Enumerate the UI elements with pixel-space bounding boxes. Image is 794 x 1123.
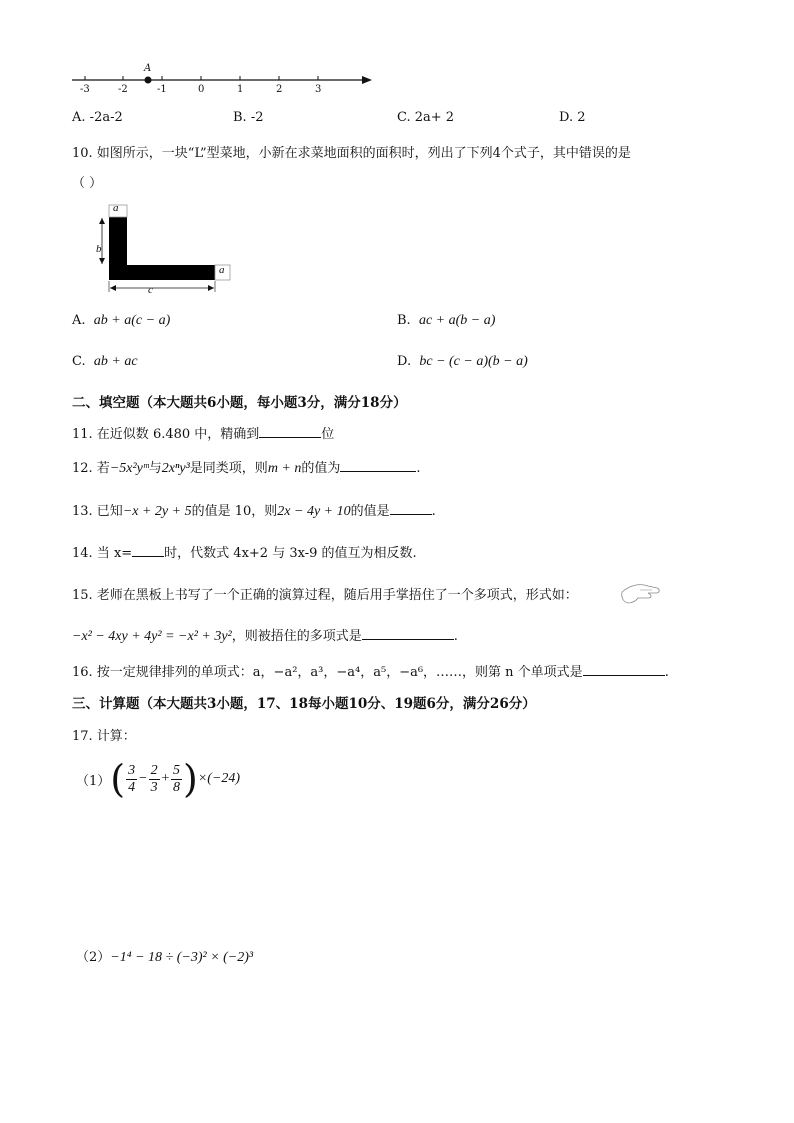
q10-paren: （ ） [72,176,103,191]
q9-option-a: A. -2a-2 [72,110,123,125]
q13: 13. 已知−x + 2y + 5的值是 10，则2x − 4y + 10的值是 . [72,504,436,519]
q10-option-d: D. bc − (c − a)(b − a) [397,354,528,369]
q9-option-c: C. 2a+ 2 [397,110,455,125]
figure-label-c: c [148,284,153,296]
tick-label: 1 [237,84,244,95]
q12: 12. 若−5x²yᵐ与2xⁿy³是同类项，则m + n的值为 . [72,461,421,476]
q11: 11. 在近似数 6.480 中，精确到 位 [72,427,335,442]
answer-blank[interactable] [362,627,454,640]
q14: 14. 当 x= 时，代数式 4x+2 与 3x-9 的值互为相反数. [72,546,417,561]
figure-label-a-top: a [113,202,119,214]
tick-label: 0 [198,84,205,95]
q9-option-d: D. 2 [559,110,586,125]
q15-line2: −x² − 4xy + 4y² = −x² + 3y²，则被捂住的多项式是 . [72,629,458,644]
figure-label-a-right: a [219,264,225,276]
point-a-label: A [144,63,152,74]
figure-label-b: b [96,243,102,255]
answer-blank[interactable] [583,663,665,676]
q10-option-b: B. ac + a(b − a) [397,313,496,328]
q17-part2: （2）−1⁴ − 18 ÷ (−3)² × (−2)³ [76,950,254,965]
section2-heading: 二、填空题（本大题共6小题，每小题3分，满分18分） [72,395,407,411]
q15-line1: 15. 老师在黑板上书写了一个正确的演算过程，随后用手掌捂住了一个多项式，形式如： [72,588,578,603]
q17-part1: （1） ( $\frac{3}{4}$ − $\frac{2}{3}$ + $\frac{5}{8}$ ) ×(−24) [76,757,241,801]
q9-option-b: B. -2 [233,110,264,125]
q10-option-c: C. ab + ac [72,354,138,369]
tick-label: -2 [118,84,128,95]
section3-heading: 三、计算题（本大题共3小题，17、18每小题10分、19题6分，满分26分） [72,696,536,712]
tick-label: 2 [276,84,283,95]
q10-stem: 10. 如图所示，一块“L”型菜地，小新在求菜地面积的面积时，列出了下列4个式子，其中错误的是 [72,146,631,161]
tick-label: 3 [315,84,322,95]
tick-label: -1 [157,84,167,95]
q17-label: 17. 计算： [72,729,136,744]
tick-label: -3 [80,84,90,95]
q16: 16. 按一定规律排列的单项式：a，−a²，a³，−a⁴，a⁵，−a⁶，……，则第 n 个单项式是 . [72,665,669,680]
q10-option-a: A. ab + a(c − a) [72,313,171,328]
